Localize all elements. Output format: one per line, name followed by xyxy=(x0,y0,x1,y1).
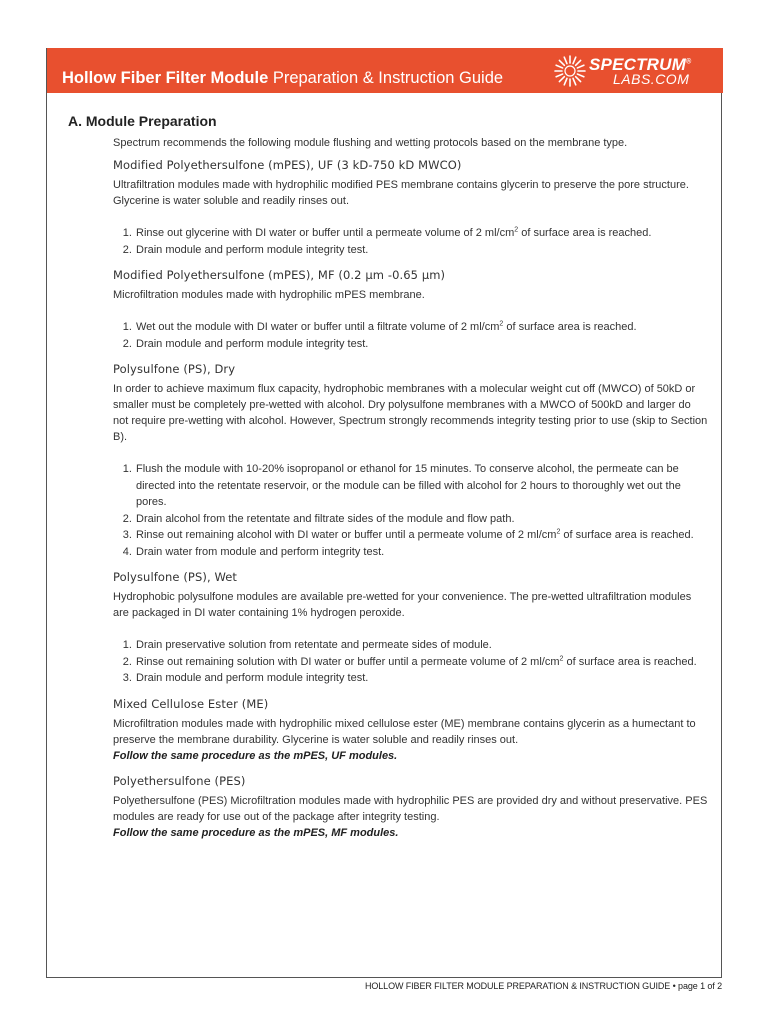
ps-wet-body: Hydrophobic polysulfone modules are available pre-wetted for your convenience. The pre-wetted ultrafiltration modules are packaged in DI water containing 1% hydrogen peroxide. xyxy=(113,591,692,619)
main-content xyxy=(68,113,708,841)
title-rest: Preparation & Instruction Guide xyxy=(268,69,504,87)
page-header xyxy=(47,48,723,93)
section-title: A. Module Preparation xyxy=(68,113,217,129)
mpes-mf-heading: Modified Polyethersulfone (mPES), MF (0.2 µm -0.65 µm) xyxy=(113,268,446,282)
list-item: 2. Drain alcohol from the retentate and filtrate sides of the module and flow path. xyxy=(135,511,708,528)
ps-dry-steps xyxy=(113,461,708,560)
list-item: 2. Drain module and perform module integrity test. xyxy=(135,242,708,259)
ps-wet-steps xyxy=(113,637,708,687)
ps-dry-section xyxy=(113,362,708,560)
mpes-uf-steps xyxy=(113,225,708,258)
mpes-mf-body: Microfiltration modules made with hydrophilic mPES membrane. xyxy=(113,289,425,301)
list-item: 3. Rinse out remaining alcohol with DI water or buffer until a permeate volume of 2 $ml/cm^2$ of surface area is reached. xyxy=(135,527,708,544)
spectrum-logo xyxy=(553,54,719,88)
pes-note: Follow the same procedure as the mPES, MF modules. xyxy=(113,826,399,839)
mpes-uf-section xyxy=(113,158,708,258)
ps-dry-body: In order to achieve maximum flux capacity, hydrophobic membranes with a molecular weight cut off (MWCO) of 50kD or smaller must be completely pre-wetted with alcohol. Dry polysulfone membranes with a MWCO of 500kD and larger do not require pre-wetting with alcohol. However, Spectrum strongly recommends integrity testing prior to use (skip to Section B). xyxy=(113,383,708,443)
list-item: 3. Drain module and perform module integrity test. xyxy=(135,670,708,687)
mpes-mf-section xyxy=(113,268,708,352)
me-body: Microfiltration modules made with hydrophilic mixed cellulose ester (ME) membrane contains glycerin as a humectant to preserve the membrane durability. Glycerine is water soluble and readily rinses out. xyxy=(113,717,696,746)
page-footer xyxy=(365,981,722,991)
ps-wet-section xyxy=(113,570,708,687)
list-item: 1. Wet out the module with DI water or buffer until a filtrate volume of 2 $ml/cm^2$ of surface area is reached. xyxy=(135,319,708,336)
section-body xyxy=(113,136,708,841)
ps-wet-heading: Polysulfone (PS), Wet xyxy=(113,570,238,584)
list-item: 1. Drain preservative solution from retentate and permeate sides of module. xyxy=(135,637,708,654)
section-intro: Spectrum recommends the following module flushing and wetting protocols based on the membrane type. xyxy=(113,137,628,149)
mpes-uf-heading: Modified Polyethersulfone (mPES), UF (3 kD-750 kD MWCO) xyxy=(113,158,462,172)
ps-dry-heading: Polysulfone (PS), Dry xyxy=(113,362,236,376)
me-note: Follow the same procedure as the mPES, UF modules. xyxy=(113,749,398,762)
mpes-uf-body: Ultrafiltration modules made with hydrophilic modified PES membrane contains glycerin to preserve the pore structure. Glycerine is water soluble and readily rinses out. xyxy=(113,179,689,207)
footer-text: HOLLOW FIBER FILTER MODULE PREPARATION & INSTRUCTION GUIDE xyxy=(364,981,671,991)
list-item: 4. Drain water from module and perform integrity test. xyxy=(135,544,708,561)
footer-bullet: • xyxy=(670,981,679,991)
list-item: 2. Rinse out remaining solution with DI water or buffer until a permeate volume of 2 $ml/cm^2$ of surface area is reached. xyxy=(135,654,708,671)
me-section xyxy=(113,697,708,764)
sunburst-logo-icon xyxy=(553,54,587,88)
pes-heading: Polyethersulfone (PES) xyxy=(113,773,246,788)
pes-body: Polyethersulfone (PES) Microfiltration modules made with hydrophilic PES are provided dry and without preservative. PES modules are ready for use out of the package after integrity testing. xyxy=(113,794,708,823)
list-item: 1. Rinse out glycerine with DI water or buffer until a permeate volume of 2 $ml/cm^2$ of surface area is reached. xyxy=(135,225,708,242)
logo-url: LABS.COM xyxy=(613,71,690,87)
title-bold: Hollow Fiber Filter Module xyxy=(62,69,269,87)
list-item: 2. Drain module and perform module integrity test. xyxy=(135,336,708,353)
page-title xyxy=(62,69,503,88)
pes-section xyxy=(113,774,708,841)
me-heading: Mixed Cellulose Ester (ME) xyxy=(113,696,269,711)
mpes-mf-steps xyxy=(113,319,708,352)
list-item: 1. Flush the module with 10-20% isopropanol or ethanol for 15 minutes. To conserve alcohol, the permeate can be directed into the retentate reservoir, or the module can be filled with alcohol for 2 hours to thoroughly wet out the pores. xyxy=(135,461,708,511)
logo-name: SPECTRUM® xyxy=(589,55,692,74)
page-number: page 1 of 2 xyxy=(678,981,722,991)
